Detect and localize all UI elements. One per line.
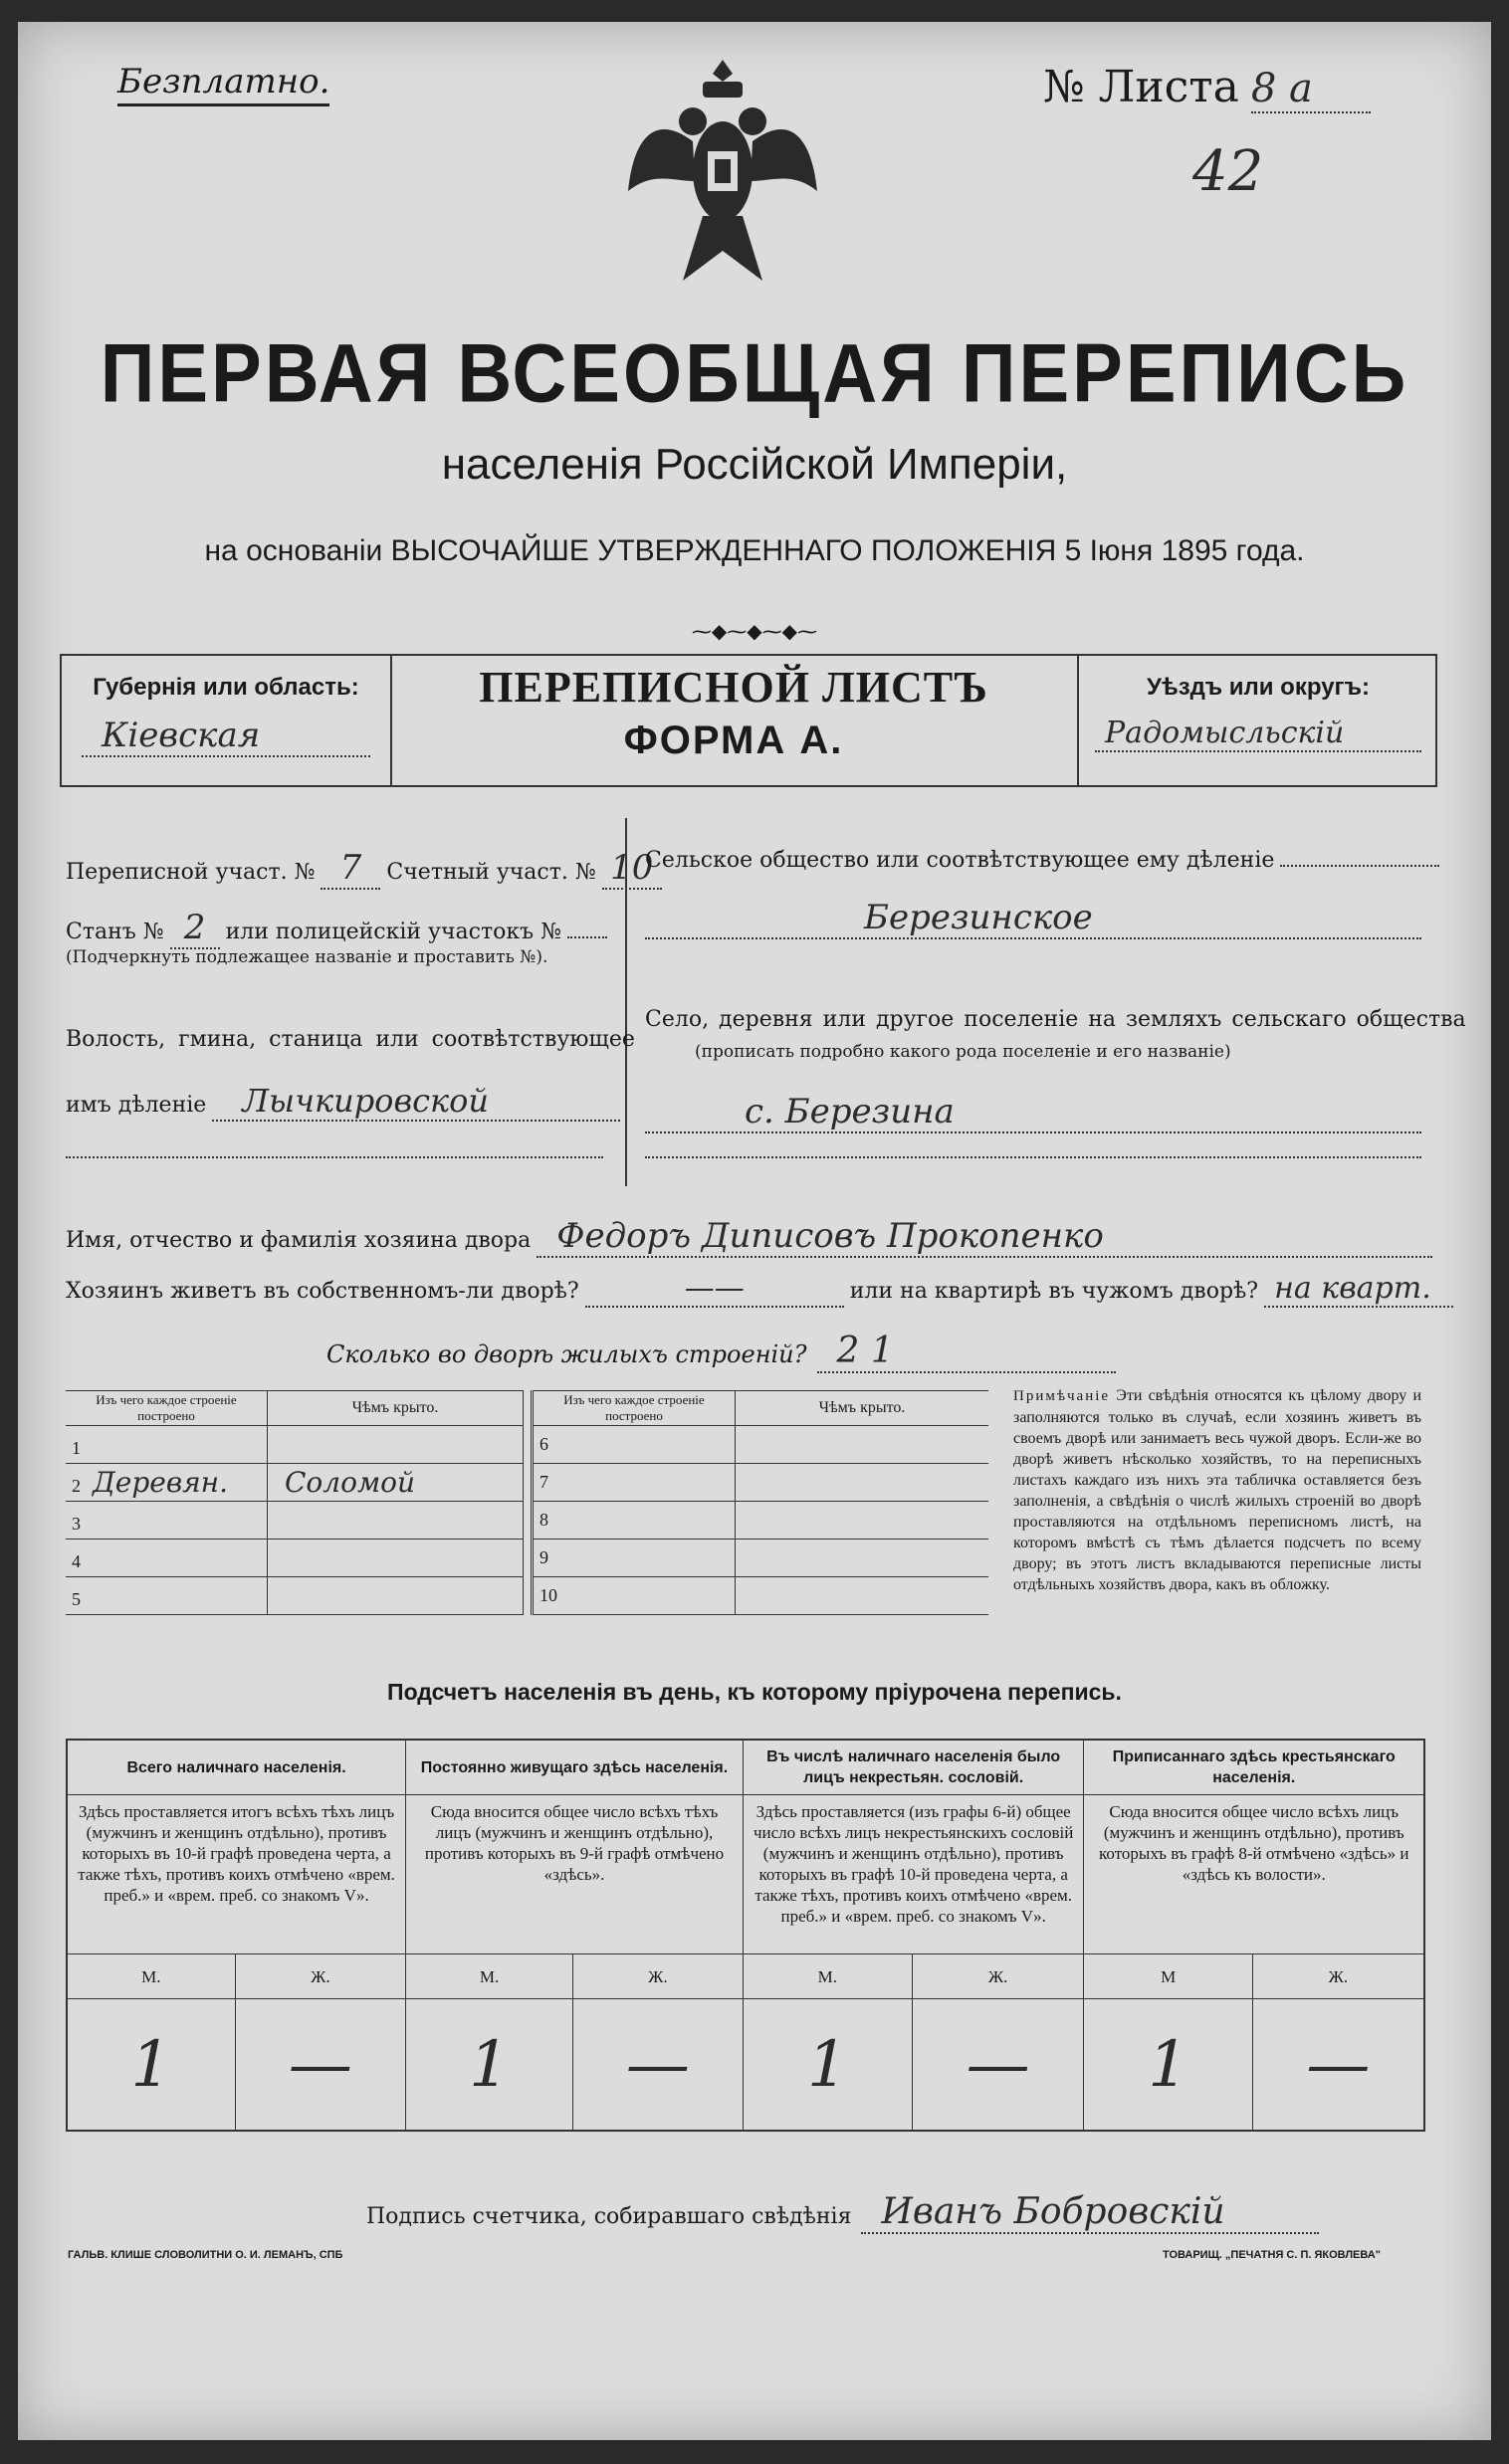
census-section-value: 7 (321, 848, 380, 890)
roof-cell (736, 1577, 989, 1615)
row-number: 8 (539, 1510, 548, 1530)
signature-value: Иванъ Бобровскій (861, 2191, 1319, 2234)
volost-extra-line (66, 1156, 603, 1158)
female-count: — (572, 1999, 743, 2132)
note-block (1013, 1385, 1421, 1595)
material-cell (66, 1464, 268, 1502)
roof-value: Соломой (285, 1466, 416, 1499)
material-cell (533, 1502, 736, 1540)
province-cell (62, 656, 392, 785)
roof-cell (268, 1464, 524, 1502)
buildings-question: Сколько во дворѣ жилыхъ строеній? (326, 1340, 807, 1368)
row-number: 5 (72, 1589, 81, 1609)
form-title: ПЕРЕПИСНОЙ ЛИСТЪ (479, 663, 988, 712)
counting-section-value: 10 (602, 848, 662, 890)
table-row (66, 1426, 524, 1464)
material-cell (66, 1577, 268, 1615)
roof-value (269, 1579, 285, 1612)
col-material-header: Изъ чего каждое строеніе построено (66, 1391, 268, 1426)
society-label: Сельское общество или соотвѣтствующее ему дѣленіе (645, 848, 1275, 873)
roof-cell (736, 1426, 989, 1464)
imperial-eagle-icon (623, 52, 822, 310)
population-column-desc: Здѣсь проставляется итогъ всѣхъ тѣхъ лицъ (мужчинъ и женщинъ отдѣльно), противъ которыхъ въ 10-й графѣ проведена черта, а также тѣхъ, противъ коихъ отмѣчено «врем. преб.» и «врем. преб. со знакомъ V». (67, 1795, 406, 1954)
female-header: Ж. (235, 1954, 406, 1999)
census-section-label: Переписной участ. № (66, 860, 316, 885)
census-sheet (18, 22, 1491, 2440)
table-row (66, 1464, 524, 1502)
table-row (533, 1464, 989, 1502)
village-value: с. Березина (645, 1092, 1421, 1133)
note-lead: Примѣчаніе (1013, 1388, 1111, 1404)
row-number: 1 (72, 1438, 81, 1458)
police-value (567, 936, 607, 938)
row-number: 6 (539, 1434, 548, 1454)
roof-value (269, 1428, 285, 1461)
table-row (533, 1426, 989, 1464)
material-cell (66, 1502, 268, 1540)
material-cell (66, 1540, 268, 1577)
province-label: Губернія или область: (93, 674, 359, 701)
buildings-row (326, 1331, 1116, 1373)
female-header: Ж. (912, 1954, 1084, 1999)
subtitle: населенія Россійской Имперіи, (441, 440, 1068, 489)
male-header: М. (406, 1954, 573, 1999)
col-material-header-right: Изъ чего каждое строеніе построено (533, 1391, 736, 1426)
row-number: 3 (72, 1514, 81, 1534)
district-cell (1077, 656, 1437, 785)
rent-value: на кварт. (1264, 1271, 1453, 1308)
counting-section-label: Счетный участ. № (386, 860, 596, 885)
material-cell (533, 1464, 736, 1502)
row-number: 7 (539, 1472, 548, 1492)
row-number: 10 (539, 1585, 557, 1605)
volost-value: Лычкировской (212, 1082, 620, 1122)
district-label: Уѣздъ или округъ: (1146, 674, 1371, 701)
roof-cell (736, 1502, 989, 1540)
male-count: 1 (1084, 1999, 1252, 2132)
material-cell (533, 1426, 736, 1464)
roof-cell (268, 1540, 524, 1577)
table-row (66, 1502, 524, 1540)
sheet-number-value: 8 а (1251, 66, 1371, 113)
col-roof-header: Чѣмъ крыто. (268, 1391, 524, 1426)
society-label-line (1280, 865, 1439, 867)
village-extra-line (645, 1156, 1421, 1158)
row-number: 2 (72, 1476, 81, 1496)
form-letter: ФОРМА А. (623, 719, 844, 762)
roof-cell (268, 1577, 524, 1615)
population-column-title: Всего наличнаго населенія. (67, 1740, 406, 1795)
male-count: 1 (67, 1999, 235, 2132)
form-header-box (60, 654, 1437, 787)
village-note: (прописать подробно какого рода поселеніе и его названіе) (695, 1042, 1231, 1062)
archive-number: 42 (1192, 139, 1264, 204)
own-yard-label: Хозяинъ живетъ въ собственномъ-ли дворѣ? (66, 1279, 579, 1304)
police-label: или полицейскій участокъ № (225, 920, 561, 944)
residence-row (66, 1271, 1453, 1308)
table-row (66, 1577, 524, 1615)
female-count: — (235, 1999, 406, 2132)
material-cell (533, 1577, 736, 1615)
col-roof-header-right: Чѣмъ крыто. (736, 1391, 989, 1426)
rent-label: или на квартирѣ въ чужомъ дворѣ? (849, 1279, 1259, 1304)
roof-cell (268, 1426, 524, 1464)
census-section-row (66, 848, 662, 890)
table-row (533, 1577, 989, 1615)
underline-note: (Подчеркнуть подлежащее названіе и проставить №). (66, 947, 548, 967)
note-text: Эти свѣдѣнія относятся къ цѣлому двору и заполняются только въ случаѣ, если хозяинъ живетъ въ своемъ дворѣ или занимаетъ весь чужой дворъ. Если-же во дворѣ живетъ нѣсколько хозяйствъ, то на переписныхъ листахъ каждаго изъ нихъ эта табличка оставляется безъ заполненія, а свѣдѣнія о числѣ жилыхъ строеній во дворѣ проставляются на отдѣльномъ переписномъ листѣ, на которомъ вмѣстѣ съ тѣмъ дѣлается подсчетъ по всему двору; въ этотъ листъ вкладываются переписные листы отдѣльныхъ хозяйствъ двора, какъ въ обложку. (1013, 1387, 1422, 1593)
material-cell (533, 1540, 736, 1577)
stan-row (66, 908, 607, 949)
buildings-table-right (531, 1390, 988, 1615)
village-label: Село, деревня или другое поселеніе на земляхъ сельскаго общества (645, 1007, 1466, 1032)
signature-label: Подпись счетчика, собиравшаго свѣдѣнія (366, 2204, 852, 2229)
table-row (533, 1502, 989, 1540)
female-header: Ж. (1252, 1954, 1424, 1999)
population-table (66, 1739, 1425, 2132)
male-header: М. (67, 1954, 235, 1999)
footer-right: ТОВАРИЩ. „ПЕЧАТНЯ С. П. ЯКОВЛЕВА" (1163, 2249, 1381, 2261)
district-value: Радомысльскій (1095, 716, 1421, 752)
population-column-title: Постоянно живущаго здѣсь населенія. (406, 1740, 744, 1795)
society-row (645, 848, 1439, 873)
volost-label-1: Волость, гмина, станица или соотвѣтствующее (66, 1027, 635, 1052)
roof-value (269, 1541, 285, 1574)
roof-cell (736, 1464, 989, 1502)
stan-value: 2 (170, 908, 220, 949)
sheet-label: № Листа (1043, 62, 1239, 112)
buildings-table-left (66, 1390, 524, 1615)
male-count: 1 (743, 1999, 912, 2132)
population-column-desc: Здѣсь проставляется (изъ графы 6-й) общее число всѣхъ лицъ некрестьянскихъ сословій (мужчинъ и женщинъ отдѣльно), противъ которыхъ въ графѣ 10-й проведена черта, а также тѣхъ, противъ коихъ отмѣчено «врем. преб.» и «врем. преб. со знакомъ V». (743, 1795, 1084, 1954)
female-count: — (1252, 1999, 1424, 2132)
sheet-number-block (1043, 62, 1371, 113)
owner-row (66, 1216, 1432, 1258)
population-column-desc: Сюда вносится общее число всѣхъ лицъ (мужчинъ и женщинъ отдѣльно), противъ которыхъ въ графѣ 8-й отмѣчено «здѣсь» и «здѣсь къ волости». (1084, 1795, 1424, 1954)
row-number: 4 (72, 1551, 81, 1571)
material-cell (66, 1426, 268, 1464)
row-number: 9 (539, 1547, 548, 1567)
buildings-value: 2 1 (817, 1331, 1116, 1373)
roof-cell (736, 1540, 989, 1577)
free-label: Безплатно. (117, 62, 329, 106)
material-value: Деревян. (93, 1466, 229, 1499)
signature-row (366, 2191, 1319, 2234)
population-column-desc: Сюда вносится общее число всѣхъ тѣхъ лицъ (мужчинъ и женщинъ отдѣльно), противъ которыхъ въ 9-й графѣ отмѣчено «здѣсь». (406, 1795, 744, 1954)
table-row (533, 1540, 989, 1577)
male-header: М. (743, 1954, 912, 1999)
population-column-title: Приписаннаго здѣсь крестьянскаго населенія. (1084, 1740, 1424, 1795)
male-count: 1 (406, 1999, 573, 2132)
main-title: ПЕРВАЯ ВСЕОБЩАЯ ПЕРЕПИСЬ (100, 326, 1409, 421)
basis-line: на основаніи ВЫСОЧАЙШЕ УТВЕРЖДЕННАГО ПОЛОЖЕНІЯ 5 Іюня 1895 года. (204, 534, 1305, 567)
male-header: М (1084, 1954, 1252, 1999)
volost-label-2: имъ дѣленіе (66, 1093, 207, 1118)
own-yard-value: —— (585, 1271, 844, 1308)
roof-value (269, 1504, 285, 1537)
stan-label: Станъ № (66, 920, 164, 944)
form-title-cell (390, 656, 1077, 785)
province-value: Кіевская (82, 716, 370, 757)
society-value: Березинское (645, 898, 1421, 939)
table-row (66, 1540, 524, 1577)
owner-label: Имя, отчество и фамилія хозяина двора (66, 1228, 532, 1253)
owner-value: Федоръ Диписовъ Прокопенко (537, 1216, 1432, 1258)
population-heading: Подсчетъ населенія въ день, къ которому пріурочена перепись. (387, 1679, 1122, 1705)
population-column-title: Въ числѣ наличнаго населенія было лицъ некрестьян. сословій. (743, 1740, 1084, 1795)
footer-left: ГАЛЬВ. КЛИШЕ СЛОВОЛИТНИ О. И. ЛЕМАНЪ, СПБ (68, 2249, 343, 2261)
volost-row (66, 1082, 620, 1122)
female-header: Ж. (572, 1954, 743, 1999)
female-count: — (912, 1999, 1084, 2132)
ornament: ⁓◆⁓◆⁓◆⁓ (691, 619, 818, 643)
roof-cell (268, 1502, 524, 1540)
